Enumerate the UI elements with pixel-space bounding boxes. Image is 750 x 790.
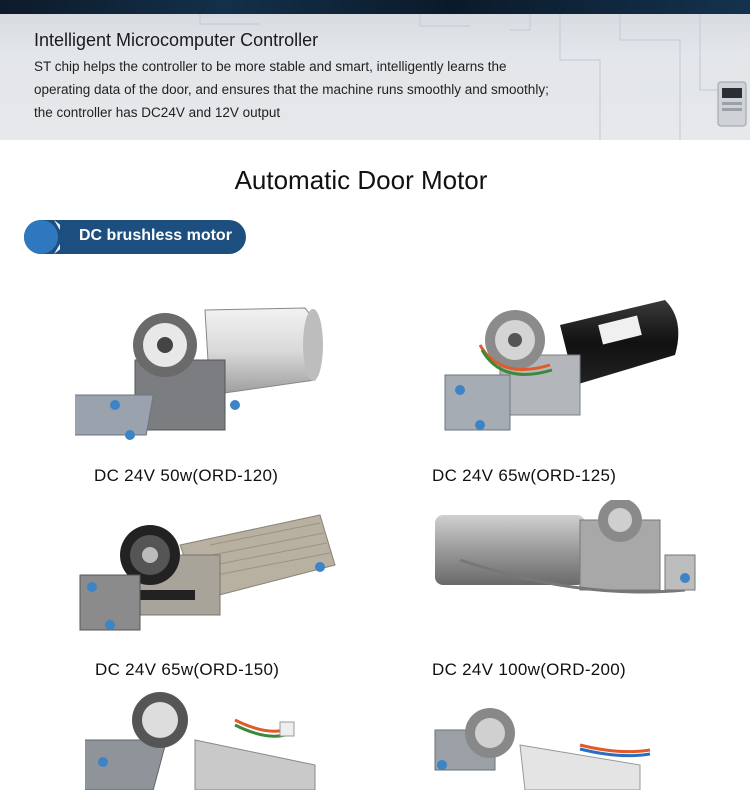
category-tab[interactable]: [24, 220, 246, 254]
motor-image-partial-left: [85, 690, 335, 790]
banner-title: Intelligent Microcomputer Controller: [34, 30, 319, 50]
caption-ord-150: DC 24V 65w(ORD-150): [95, 660, 280, 679]
motor-image-ord-150: [70, 505, 340, 645]
motor-image-ord-120: [75, 300, 325, 460]
chevron-right-icon: [24, 220, 84, 254]
caption-ord-120: DC 24V 50w(ORD-120): [94, 466, 279, 485]
controller-image: [712, 80, 750, 130]
motor-image-ord-200: [430, 500, 710, 610]
caption-ord-125: DC 24V 65w(ORD-125): [432, 466, 617, 485]
motor-image-ord-125: [440, 295, 690, 445]
motor-image-partial-right: [430, 705, 660, 790]
page-title: Automatic Door Motor: [234, 165, 488, 195]
banner-description: ST chip helps the controller to be more stable and smart, intelligently learns the operating data of the door, and ensures that the machine runs smoothly and smoothly; the controller has DC24V and 12V output: [34, 59, 549, 120]
caption-ord-200: DC 24V 100w(ORD-200): [432, 660, 627, 679]
category-label: DC brushless motor: [79, 227, 232, 244]
controller-banner: [0, 0, 750, 140]
